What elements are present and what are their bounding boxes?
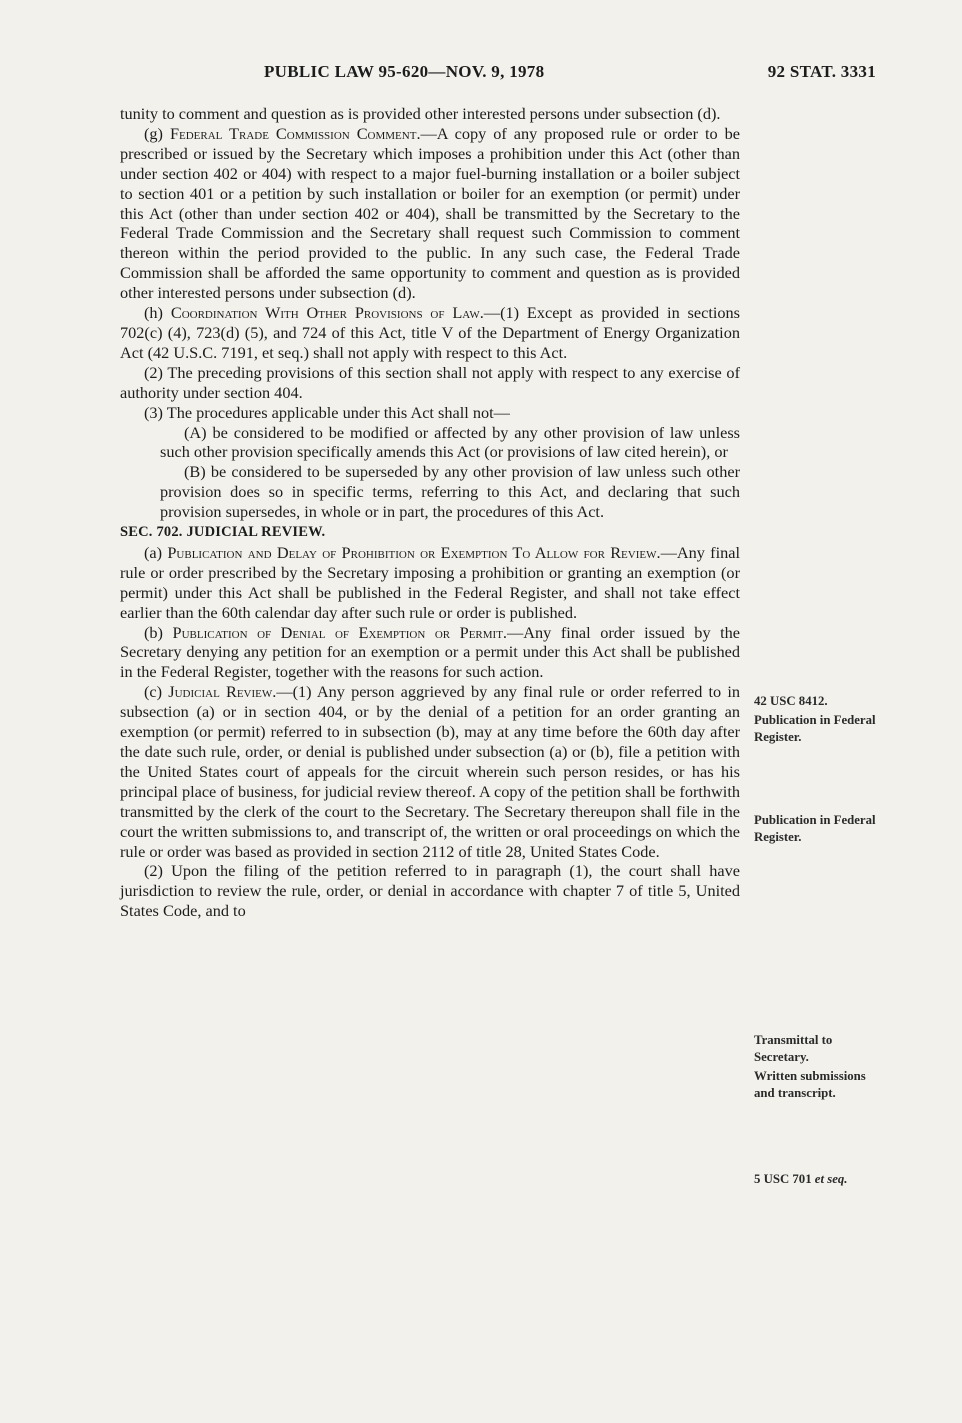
margin-note-text: Transmittal to Secretary. [754,1033,833,1064]
running-head [120,62,880,84]
paragraph-heading: Coordination With Other Provisions of Law. [170,303,484,323]
paragraph-text: —A copy of any proposed rule or order to be prescribed or issued by the Secretary which imposes a prohibition under this Act (other than under section 402 or 404) with respect to a major fuel-burning installation or a boiler subject to section 401 or a petition by such installation or boiler for an exemption (or permit) under this Act (other than under section 402 or 404), shall be transmitted by the Secretary to the Federal Trade Commission and the Secretary shall request such Commission to comment thereon within the period provided to the public. In any such case, the Federal Trade Commission shall be afforded the same opportunity to comment and question as is provided other interested persons under subsection (d). [120,123,740,303]
paragraph-number: (c) [144,682,169,702]
paragraph-text: —Any final rule or order prescribed by the Secretary imposing a prohibition or granting an exemption (or permit) under this Act shall be published in the Federal Register, and shall not take effect earlier than the 60th calendar day after such rule or order is published. [120,542,741,622]
margin-note-transmittal [754,1032,864,1066]
paragraph-c [120,682,740,861]
margin-note-text: Publication in Federal Register. [754,813,876,844]
paragraph-h3: (3) The procedures applicable under this Act shall not— [144,402,510,422]
margin-note-publication-1 [754,712,884,746]
paragraph-c2: (2) Upon the filing of the petition referred to in paragraph (1), the court shall have jurisdiction to review the rule, order, or denial in accordance with chapter 7 of title 5, United States Code, and to [120,861,740,921]
paragraph-a [120,543,740,623]
paragraph-heading: Publication of Denial of Exemption or Permit. [172,622,507,642]
paragraph-b [120,623,740,683]
paragraph-g [120,124,740,303]
margin-note-text: Publication in Federal Register. [754,713,876,744]
paragraph-text: —Any final order issued by the Secretary denying any petition for an exemption or a permit under this Act shall be published in the Federal Register, together with the reasons for such action. [120,622,741,682]
paragraph-text: —(1) Any person aggrieved by any final rule or order referred to in subsection (a) or in section 404, or by the denial of a petition for an order granting an exemption (or permit) referred to in subsection (b), may at any time before the 60th day after the date such rule, order, or denial is published under subsection (a) or (b), file a petition with the United States court of appeals for the circuit wherein such person resides, or has his principal place of business, for judicial review thereof. A copy of the petition shall be forthwith transmitted by the clerk of the court to the Secretary. The Secretary thereupon shall file in the court the written submissions to, and transcript of, the written or oral proceedings on which the rule or order was based as provided in section 2112 of title 28, United States Code. [120,682,741,861]
paragraph-number: (b) [144,622,173,642]
margin-note-publication-2 [754,812,884,846]
margin-note-text: 5 USC 701 [754,1172,812,1186]
statute-page-number: 92 STAT. 3331 [767,62,876,81]
paragraph-h3b: (B) be considered to be superseded by any other provision of law unless such other provision does so in specific terms, referring to this Act, and declaring that such provision supersedes, in whole or in part, the procedures of this Act. [160,462,740,522]
paragraph-number: (h) [144,303,171,323]
margin-note-text: 42 USC 8412. [754,694,828,708]
section-heading: SEC. 702. JUDICIAL REVIEW. [120,524,326,541]
body-text [120,104,740,921]
paragraph-h2: (2) The preceding provisions of this section shall not apply with respect to any exercise of authority under section 404. [120,362,740,402]
margin-note-written-submissions [754,1068,884,1102]
paragraph-number: (a) [144,542,168,562]
margin-note-usc-701 [754,1171,904,1188]
paragraph-heading: Publication and Delay of Prohibition or Exemption To Allow for Review. [167,542,661,562]
paragraph-h [120,303,740,363]
margin-note-usc-8412 [754,693,904,710]
paragraph-heading: Federal Trade Commission Comment. [169,123,421,143]
margin-note-text: Written submissions and transcript. [754,1069,866,1100]
paragraph-h3a: (A) be considered to be modified or affected by any other provision of law unless such other provision specifically amends this Act (or provisions of law cited herein), or [160,422,740,462]
paragraph-number: (g) [144,123,170,143]
paragraph-text: —(1) Except as provided in sections 702(c) (4), 723(d) (5), and 724 of this Act, title V of the Department of Energy Organization Act (42 U.S.C. 7191, et seq.) shall not apply with respect to this Act. [120,303,740,362]
margin-note-italic: et seq. [814,1172,848,1186]
paragraph-heading: Judicial Review. [168,682,277,702]
page-title: PUBLIC LAW 95-620—NOV. 9, 1978 [264,62,545,81]
paragraph-continuation: tunity to comment and question as is provided other interested persons under subsection (d). [120,104,721,123]
